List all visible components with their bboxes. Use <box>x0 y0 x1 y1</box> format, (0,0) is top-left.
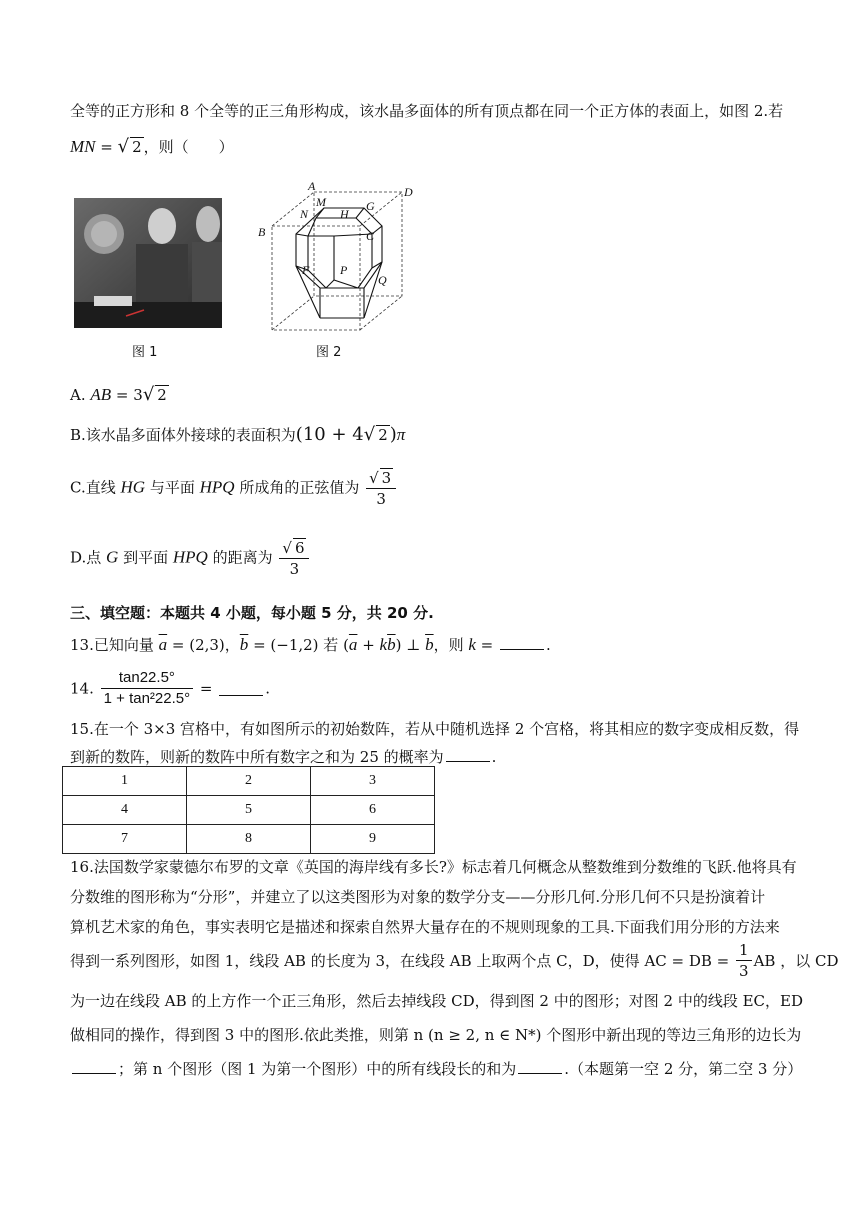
grid-cell: 9 <box>311 825 435 854</box>
question-14: 14. $\frac{\tan 22.5^\circ}{\text{1 + tan²22.5°}}$ = . <box>70 669 271 707</box>
label-Q: Q <box>378 273 387 287</box>
label-F: F <box>302 263 310 277</box>
option-d: D.点 G 到平面 HPQ 的距离为 $\frac{√ 6}{3}$ <box>70 538 311 579</box>
question-16-line-6: 做相同的操作，得到图 3 中的图形.依此类推，则第 n (n ≥ 2, n ∈ N*) 个图形中新出现的等边三角形的边长为 <box>70 1026 802 1044</box>
answer-blank-13 <box>500 635 544 650</box>
grid-cell: 8 <box>187 825 311 854</box>
question-16-line-5: 为一边在线段 AB 的上方作一个正三角形，然后去掉线段 CD，得到图 2 中的图形；对图 2 中的线段 EC，ED <box>70 992 803 1010</box>
table-row <box>63 825 435 854</box>
section-3-title: 三、填空题：本题共 4 小题，每小题 5 分，共 20 分. <box>70 604 434 622</box>
figure-2-diagram <box>254 178 426 338</box>
question-16-line-2: 分数维的图形称为“分形”，并建立了以这类图形为对象的数学分支——分形几何.分形几何不只是扮演着计 <box>70 888 766 906</box>
grid-cell: 2 <box>187 767 311 796</box>
mn-expression: MN <box>70 137 96 156</box>
number-grid-table <box>62 766 435 854</box>
question-16-line-3: 算机艺术家的角色，事实表明它是描述和探索自然界大量存在的不规则现象的工具.下面我们用分形的方法来 <box>70 918 780 936</box>
intro-line-1: 全等的正方形和 8 个全等的正三角形构成，该水晶多面体的所有顶点都在同一个正方体的表面上，如图 2.若 <box>70 102 784 120</box>
figure-2-caption: 图 2 <box>316 345 342 360</box>
grid-cell: 6 <box>311 796 435 825</box>
option-a: A. AB = 3√ 2 <box>70 384 167 405</box>
question-15-line-1: 15.在一个 3×3 宫格中，有如图所示的初始数阵，若从中随机选择 2 个宫格，将其相应的数字变成相反数，得 <box>70 720 800 738</box>
table-row <box>63 796 435 825</box>
label-M: M <box>316 195 326 209</box>
grid-cell: 5 <box>187 796 311 825</box>
question-15-line-2: 到新的数阵，则新的数阵中所有数字之和为 25 的概率为 . <box>70 748 497 766</box>
label-A: A <box>308 179 316 193</box>
label-C: C <box>366 229 375 243</box>
question-16-line-1: 16.法国数学家蒙德尔布罗的文章《英国的海岸线有多长?》标志着几何概念从整数维到分数维的飞跃.他将具有 <box>70 858 797 876</box>
label-H: H <box>340 207 349 221</box>
table-row <box>63 767 435 796</box>
label-G: G <box>366 199 375 213</box>
question-16-line-7: ；第 n 个图形（图 1 为第一个图形）中的所有线段长的和为 .（本题第一空 2 分，第二空 3 分） <box>70 1058 802 1079</box>
grid-cell: 1 <box>63 767 187 796</box>
question-13: 13.已知向量 $\overline{a} = (2,3)$，$\overline{b} = (-1,2)$ 若 $(\overline{a} + k\overline{b})$ ⊥ $\overline{b}$，则 k = . <box>70 635 551 654</box>
grid-cell: 4 <box>63 796 187 825</box>
answer-blank-14 <box>219 681 263 696</box>
label-P: P <box>340 263 348 277</box>
label-B: B <box>258 225 266 239</box>
figure-1-image <box>74 198 222 328</box>
option-c: C.直线 HG 与平面 HPQ 所成角的正弦值为 $\frac{√ 3}{3}$ <box>70 468 398 509</box>
answer-blank-15 <box>446 747 490 762</box>
answer-blank-16a <box>72 1059 116 1074</box>
question-16-line-4: 得到一系列图形，如图 1，线段 AB 的长度为 3，在线段 AB 上取两个点 C，D，使得 AC = DB = $\frac{1}{3}$ AB ，以 CD <box>70 941 839 980</box>
sqrt-2: 2 <box>132 138 142 156</box>
label-D: D <box>404 185 413 199</box>
figure-1-caption: 图 1 <box>132 345 158 360</box>
grid-cell: 3 <box>311 767 435 796</box>
answer-blank-16b <box>518 1059 562 1074</box>
grid-cell: 7 <box>63 825 187 854</box>
option-b: B.该水晶多面体外接球的表面积为(10 + 4√ 2 )π <box>70 424 406 445</box>
intro-line-2: MN = √ 2 ，则（ ） <box>70 136 234 157</box>
label-N: N <box>300 207 309 221</box>
